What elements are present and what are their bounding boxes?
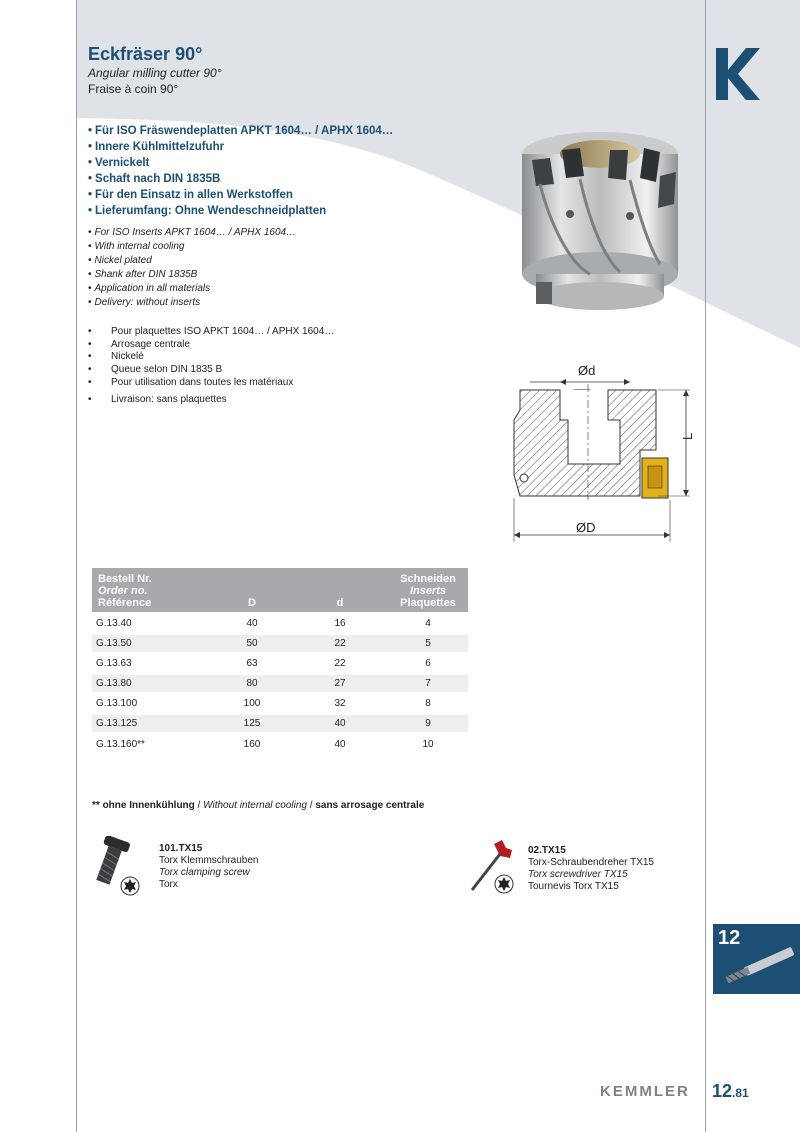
- feature-de-item: • Schaft nach DIN 1835B: [88, 173, 221, 185]
- table-row: G.13.125 125 40 9: [92, 714, 468, 734]
- feature-fr-item: • Livraison: sans plaquettes: [88, 393, 227, 405]
- brand-name: KEMMLER: [600, 1083, 690, 1100]
- specification-table: [92, 568, 468, 754]
- feature-en-item: • Delivery: without inserts: [88, 297, 201, 308]
- feature-fr-item: • Queue selon DIN 1835 B: [88, 364, 223, 376]
- feature-fr-item: • Pour plaquettes ISO APKT 1604… / APHX 1604…: [88, 326, 335, 337]
- table-header-row: [92, 568, 468, 614]
- footnote: ** ohne Innenkühlung / Without internal cooling / sans arrosage centrale: [92, 800, 425, 811]
- feature-de-item: • Vernickelt: [88, 157, 150, 169]
- feature-fr-item: • Arrosage centrale: [88, 338, 190, 350]
- right-rule: [705, 0, 706, 1132]
- page-number: 12.81: [712, 1081, 749, 1101]
- accessory-torx-screwdriver: 02.TX15 Torx-Schraubendreher TX15 Torx screwdriver TX15 Tournevis Torx TX15: [528, 845, 654, 892]
- feature-en-item: • Application in all materials: [88, 283, 211, 294]
- feature-en-item: • With internal cooling: [88, 241, 185, 252]
- table-row: G.13.160** 160 40 10: [92, 734, 468, 754]
- features-french: [88, 326, 334, 406]
- page-title: Eckfräser 90°: [88, 44, 203, 64]
- chapter-tab: [713, 924, 800, 994]
- feature-de-item: • Für den Einsatz in allen Werkstoffen: [88, 189, 293, 201]
- accessory-torx-screw: 101.TX15 Torx Klemmschrauben Torx clamping screw Torx: [159, 843, 259, 890]
- subtitle-english: Angular milling cutter 90°: [88, 66, 222, 80]
- feature-de-item: • Für ISO Fräswendeplatten APKT 1604… / APHX 1604…: [88, 125, 394, 137]
- table-row: G.13.50 50 22 5: [92, 634, 468, 654]
- features-english: [88, 226, 296, 310]
- col-header-d: d: [292, 568, 388, 614]
- table-row: G.13.100 100 32 8: [92, 694, 468, 714]
- col-header-order-no: Bestell Nr. Order no. Référence: [92, 568, 212, 614]
- feature-en-item: • Nickel plated: [88, 255, 152, 266]
- drawing-label-d: Ød: [578, 363, 596, 378]
- end-mill-icon: [713, 924, 800, 994]
- feature-fr-item: • Pour utilisation dans toutes les matériaux: [88, 376, 294, 388]
- technical-drawing: [510, 360, 700, 545]
- torx-screwdriver-icon: [468, 840, 524, 900]
- feature-fr-item: • Nickelé: [88, 351, 144, 363]
- drawing-label-D: ØD: [576, 520, 596, 535]
- torx-screw-icon: [92, 836, 142, 896]
- feature-de-item: • Innere Kühlmittelzufuhr: [88, 141, 225, 153]
- chapter-tab-number: 12: [718, 927, 741, 949]
- left-rule: [76, 0, 77, 1132]
- feature-en-item: • For ISO Inserts APKT 1604… / APHX 1604…: [88, 227, 297, 238]
- table-row: G.13.63 63 22 6: [92, 654, 468, 674]
- subtitle-french: Fraise à coin 90°: [88, 82, 179, 96]
- kemmler-k-logo-icon: [716, 48, 760, 100]
- feature-en-item: • Shank after DIN 1835B: [88, 269, 198, 280]
- table-row: G.13.40 40 16 4: [92, 614, 468, 634]
- table-row: G.13.80 80 27 7: [92, 674, 468, 694]
- drawing-label-L: L: [680, 432, 695, 440]
- features-german: [88, 123, 393, 219]
- feature-de-item: • Lieferumfang: Ohne Wendeschneidplatten: [88, 205, 327, 217]
- col-header-D: D: [212, 568, 292, 614]
- col-header-inserts: Schneiden Inserts Plaquettes: [388, 568, 468, 614]
- milling-cutter-photo: [510, 124, 690, 314]
